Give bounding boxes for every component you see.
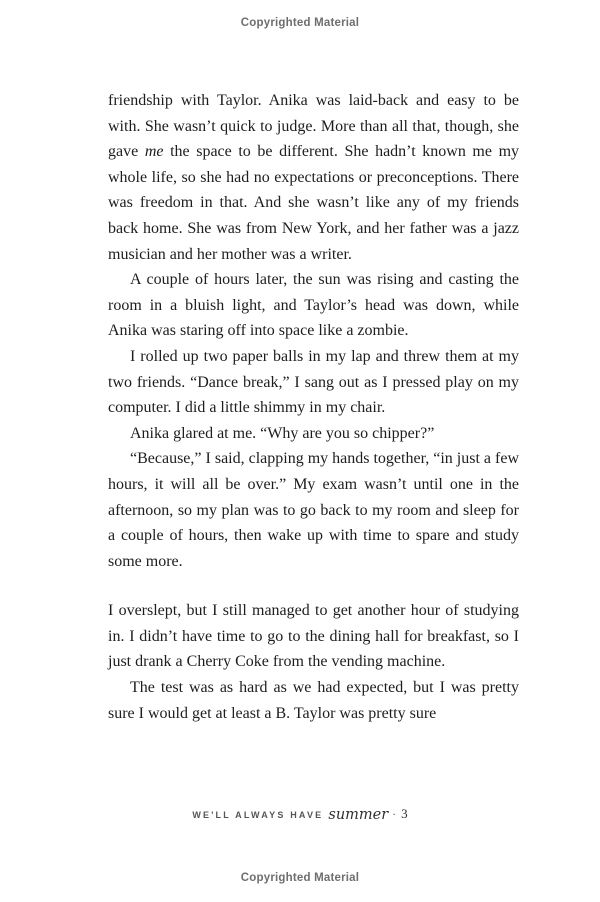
- paragraph: [108, 344, 519, 421]
- paragraph: [108, 88, 519, 267]
- copyright-notice-top: Copyrighted Material: [240, 17, 360, 29]
- paragraph: [108, 267, 519, 344]
- paragraph: [108, 675, 519, 726]
- text-run: A couple of hours later, the sun was rising and casting the room in a bluish light, and Taylor’s head was down, while Anika was staring off into space like a zombie.: [108, 271, 519, 340]
- page-number: 3: [401, 806, 408, 821]
- text-run: Anika glared at me. “Why are you so chipper?”: [130, 424, 435, 442]
- running-title-script: summer: [328, 807, 389, 823]
- paragraph: [108, 421, 519, 447]
- page-body: [108, 88, 519, 726]
- running-title-caps: WE'LL ALWAYS HAVE: [192, 810, 324, 820]
- text-run: the space to be different. She hadn’t known me my whole life, so she had no expectations or preconceptions. There was freedom in that. And she wasn’t like any of my friends back home. She was from New York, and her father was a jazz musician and her mother was a writer.: [108, 143, 520, 263]
- footer-separator: ·: [392, 807, 397, 821]
- text-run: The test was as hard as we had expected, but I was pretty sure I would get at least a B. Taylor was pretty sure: [108, 679, 519, 722]
- text-run: “Because,” I said, clapping my hands together, “in just a few hours, it will all be over.” My exam wasn’t until one in the afternoon, so my plan was to go back to my room and sleep for a couple of hours, then wake up with time to spare and study some more.: [108, 450, 520, 570]
- paragraph: [108, 446, 519, 574]
- italic-text-run: me: [144, 143, 164, 161]
- paragraph: [108, 598, 519, 675]
- copyright-notice-bottom: Copyrighted Material: [240, 872, 360, 884]
- page-footer: [0, 806, 600, 822]
- text-run: I rolled up two paper balls in my lap and threw them at my two friends. “Dance break,” I sang out as I pressed play on my computer. I did a little shimmy in my chair.: [108, 347, 519, 417]
- text-run: friendship with Taylor. Anika was laid-back and easy to be with. She wasn’t quick to judge. More than all that, though, she gave: [108, 92, 519, 161]
- text-run: I overslept, but I still managed to get another hour of studying in. I didn’t have time to go to the dining hall for breakfast, so I just drank a Cherry Coke from the vending machine.: [108, 602, 519, 671]
